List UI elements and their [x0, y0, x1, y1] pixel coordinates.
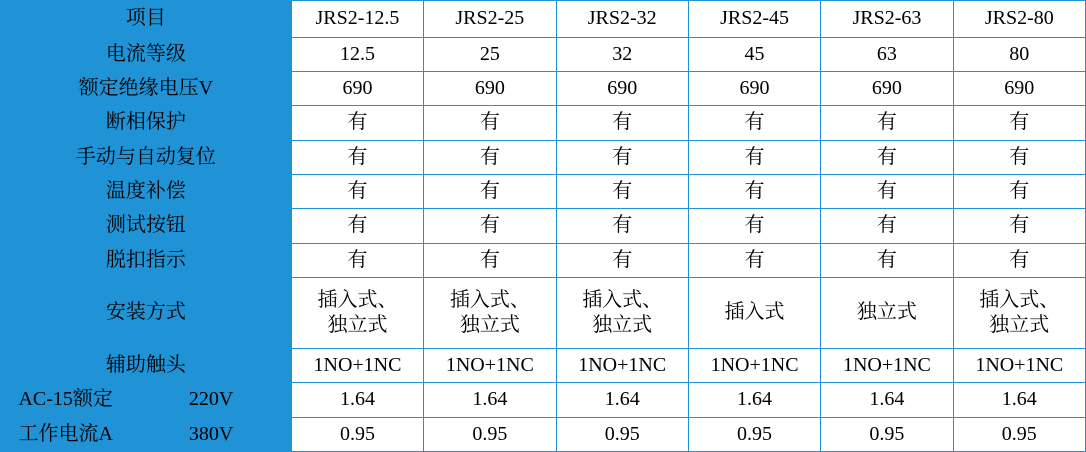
- cell-mounting-2-line1: 插入式、: [449, 288, 530, 311]
- row-label-current-rating: 电流等级: [1, 37, 292, 71]
- cell-mounting-6-line2: 独立式: [989, 313, 1050, 336]
- cell-auxiliary-2: 1NO+1NC: [424, 348, 556, 382]
- cell-current-rating-1: 12.5: [291, 37, 423, 71]
- row-label-working-current: 工作电流A: [1, 417, 131, 451]
- cell-ac15-380v-5: 0.95: [821, 417, 953, 451]
- cell-phase-loss-1: 有: [291, 106, 423, 140]
- cell-mounting-1: [291, 278, 423, 349]
- cell-temp-comp-6: 有: [953, 174, 1085, 208]
- cell-mounting-6-line1: 插入式、: [979, 288, 1060, 311]
- cell-auxiliary-3: 1NO+1NC: [556, 348, 688, 382]
- cell-current-rating-3: 32: [556, 37, 688, 71]
- cell-auxiliary-5: 1NO+1NC: [821, 348, 953, 382]
- cell-mounting-6: [953, 278, 1085, 349]
- cell-ac15-220v-6: 1.64: [953, 383, 1085, 417]
- cell-auxiliary-1: 1NO+1NC: [291, 348, 423, 382]
- column-header-jrs2-25: JRS2-25: [424, 1, 556, 38]
- cell-phase-loss-4: 有: [688, 106, 820, 140]
- cell-insulation-voltage-4: 690: [688, 71, 820, 105]
- cell-temp-comp-2: 有: [424, 174, 556, 208]
- cell-ac15-380v-6: 0.95: [953, 417, 1085, 451]
- cell-test-button-2: 有: [424, 209, 556, 243]
- row-sublabel-220v: 220V: [131, 383, 291, 417]
- cell-insulation-voltage-3: 690: [556, 71, 688, 105]
- cell-current-rating-2: 25: [424, 37, 556, 71]
- cell-test-button-1: 有: [291, 209, 423, 243]
- cell-current-rating-5: 63: [821, 37, 953, 71]
- cell-temp-comp-3: 有: [556, 174, 688, 208]
- cell-reset-4: 有: [688, 140, 820, 174]
- row-label-insulation-voltage: 额定绝缘电压V: [1, 71, 292, 105]
- row-label-item: 项目: [1, 1, 292, 38]
- cell-mounting-1-line1: 插入式、: [317, 288, 398, 311]
- table-row-auxiliary-contact: [1, 348, 1086, 382]
- row-label-auxiliary-contact: 辅助触头: [1, 348, 292, 382]
- cell-ac15-380v-3: 0.95: [556, 417, 688, 451]
- row-label-mounting-type: 安装方式: [1, 278, 292, 349]
- cell-reset-6: 有: [953, 140, 1085, 174]
- cell-ac15-380v-4: 0.95: [688, 417, 820, 451]
- cell-test-button-6: 有: [953, 209, 1085, 243]
- cell-current-rating-6: 80: [953, 37, 1085, 71]
- cell-phase-loss-6: 有: [953, 106, 1085, 140]
- column-header-jrs2-32: JRS2-32: [556, 1, 688, 38]
- cell-ac15-220v-5: 1.64: [821, 383, 953, 417]
- cell-ac15-220v-3: 1.64: [556, 383, 688, 417]
- cell-test-button-5: 有: [821, 209, 953, 243]
- table-row-header: [1, 1, 1086, 38]
- cell-phase-loss-5: 有: [821, 106, 953, 140]
- column-header-jrs2-80: JRS2-80: [953, 1, 1085, 38]
- row-label-test-button: 测试按钮: [1, 209, 292, 243]
- cell-reset-5: 有: [821, 140, 953, 174]
- row-label-temperature-compensation: 温度补偿: [1, 174, 292, 208]
- cell-temp-comp-1: 有: [291, 174, 423, 208]
- cell-mounting-1-line2: 独立式: [327, 313, 388, 336]
- cell-mounting-3-line1: 插入式、: [582, 288, 663, 311]
- row-label-trip-indication: 脱扣指示: [1, 243, 292, 277]
- cell-temp-comp-4: 有: [688, 174, 820, 208]
- cell-mounting-2-line2: 独立式: [459, 313, 520, 336]
- table-row-test-button: [1, 209, 1086, 243]
- column-header-jrs2-45: JRS2-45: [688, 1, 820, 38]
- table-body: [1, 1, 1086, 452]
- cell-temp-comp-5: 有: [821, 174, 953, 208]
- table-row-current-rating: [1, 37, 1086, 71]
- cell-ac15-220v-2: 1.64: [424, 383, 556, 417]
- table-row-mounting-type: [1, 278, 1086, 349]
- cell-ac15-380v-2: 0.95: [424, 417, 556, 451]
- cell-reset-3: 有: [556, 140, 688, 174]
- cell-insulation-voltage-5: 690: [821, 71, 953, 105]
- cell-test-button-3: 有: [556, 209, 688, 243]
- table-row-phase-loss-protection: [1, 106, 1086, 140]
- cell-trip-indication-1: 有: [291, 243, 423, 277]
- cell-trip-indication-6: 有: [953, 243, 1085, 277]
- column-header-jrs2-63: JRS2-63: [821, 1, 953, 38]
- cell-insulation-voltage-2: 690: [424, 71, 556, 105]
- cell-mounting-2: [424, 278, 556, 349]
- cell-reset-1: 有: [291, 140, 423, 174]
- table-row-temperature-compensation: [1, 174, 1086, 208]
- cell-current-rating-4: 45: [688, 37, 820, 71]
- cell-ac15-220v-1: 1.64: [291, 383, 423, 417]
- column-header-jrs2-12-5: JRS2-12.5: [291, 1, 423, 38]
- row-label-ac15-rating: AC-15额定: [1, 383, 131, 417]
- cell-auxiliary-6: 1NO+1NC: [953, 348, 1085, 382]
- table-row-manual-auto-reset: [1, 140, 1086, 174]
- cell-mounting-3: [556, 278, 688, 349]
- cell-phase-loss-3: 有: [556, 106, 688, 140]
- row-label-phase-loss-protection: 断相保护: [1, 106, 292, 140]
- cell-mounting-5: 独立式: [821, 278, 953, 349]
- cell-trip-indication-3: 有: [556, 243, 688, 277]
- table-row-ac15-220v: [1, 383, 1086, 417]
- row-label-manual-auto-reset: 手动与自动复位: [1, 140, 292, 174]
- table-row-trip-indication: [1, 243, 1086, 277]
- cell-ac15-220v-4: 1.64: [688, 383, 820, 417]
- cell-phase-loss-2: 有: [424, 106, 556, 140]
- cell-test-button-4: 有: [688, 209, 820, 243]
- cell-mounting-4: 插入式: [688, 278, 820, 349]
- cell-ac15-380v-1: 0.95: [291, 417, 423, 451]
- cell-insulation-voltage-6: 690: [953, 71, 1085, 105]
- table-row-insulation-voltage: [1, 71, 1086, 105]
- table-row-ac15-380v: [1, 417, 1086, 451]
- cell-reset-2: 有: [424, 140, 556, 174]
- cell-trip-indication-2: 有: [424, 243, 556, 277]
- row-sublabel-380v: 380V: [131, 417, 291, 451]
- cell-mounting-3-line2: 独立式: [592, 313, 653, 336]
- cell-trip-indication-4: 有: [688, 243, 820, 277]
- cell-auxiliary-4: 1NO+1NC: [688, 348, 820, 382]
- cell-trip-indication-5: 有: [821, 243, 953, 277]
- cell-insulation-voltage-1: 690: [291, 71, 423, 105]
